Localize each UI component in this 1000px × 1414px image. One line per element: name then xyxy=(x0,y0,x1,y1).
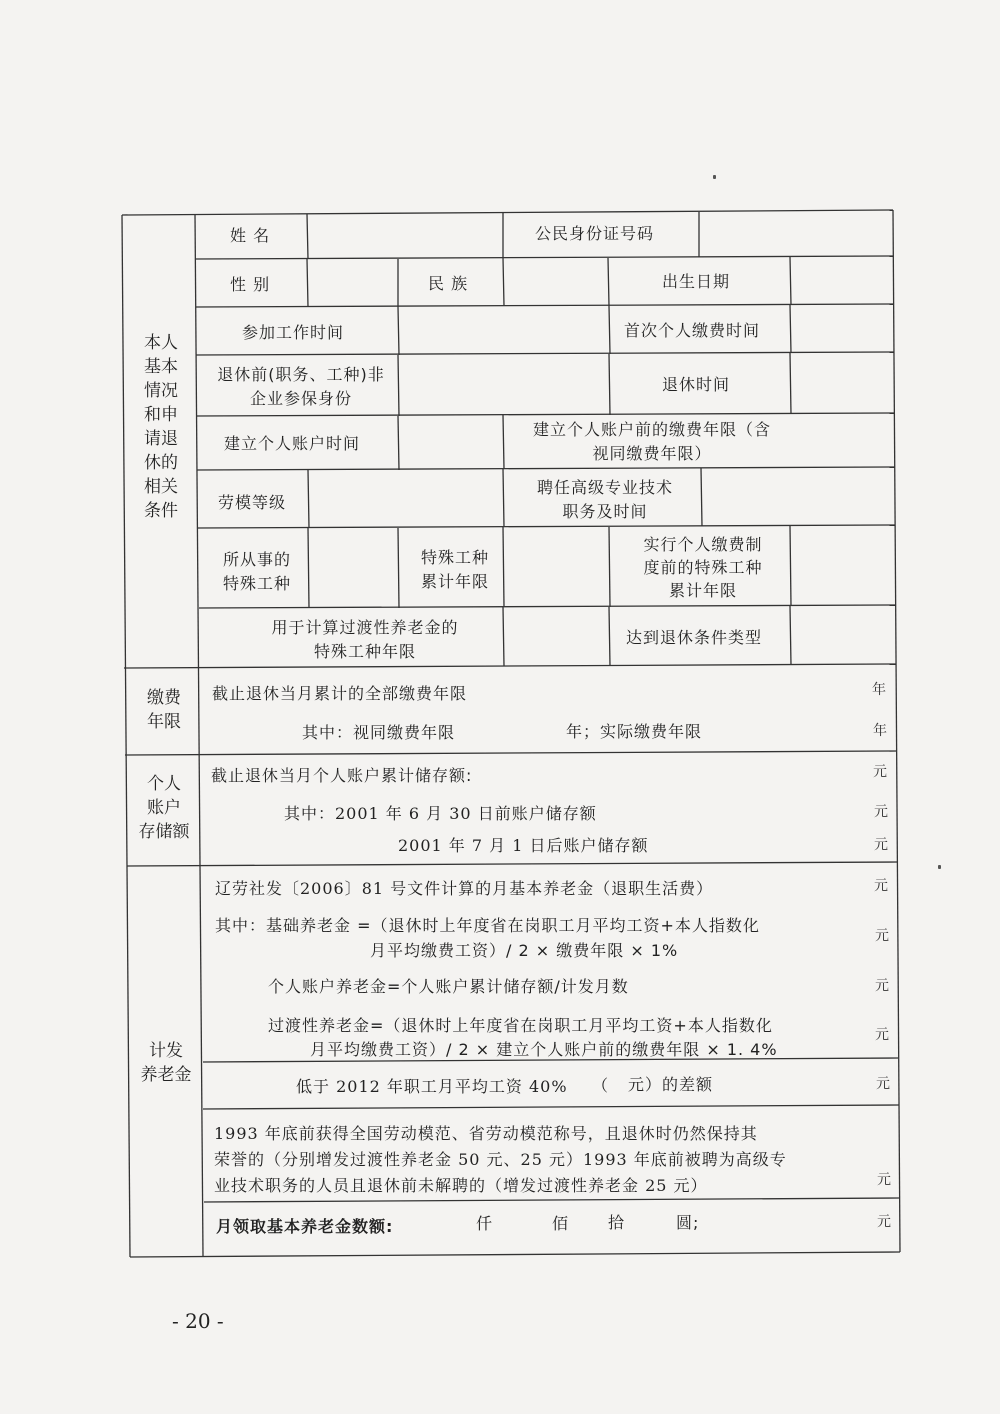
unit-yuan: 元 xyxy=(874,804,888,820)
pre-system-line: 累计年限 xyxy=(668,581,737,600)
section-pension-char: 计发 xyxy=(149,1041,183,1061)
amount-qian: 仟 xyxy=(476,1214,494,1233)
monthly-pension-basis-text: 辽劳社发〔2006〕81 号文件计算的月基本养老金（退职生活费） xyxy=(215,879,714,898)
section-pension-char: 养老金 xyxy=(140,1065,192,1085)
transitional-pension-formula xyxy=(268,1015,778,1061)
pre-retire-status-label xyxy=(206,364,396,410)
pre-account-years-label xyxy=(512,419,792,465)
ethnicity-label: 民 族 xyxy=(428,274,469,293)
retire-time-label: 退休时间 xyxy=(662,375,731,394)
section-basic-char: 本人 xyxy=(144,333,178,353)
section-basic-info xyxy=(141,331,181,523)
unit-year: 年 xyxy=(872,682,886,698)
pre-account-line: 建立个人账户前的缴费年限（含 xyxy=(532,420,771,439)
honor-line: 业技术职务的人员且退休前未解聘的（增发过渡性养老金 25 元） xyxy=(214,1176,708,1195)
transition-special-label xyxy=(230,617,500,663)
senior-title-line: 职务及时间 xyxy=(562,502,648,521)
scan-speck xyxy=(713,175,716,179)
work-start-label: 参加工作时间 xyxy=(242,323,345,342)
unit-year: 年 xyxy=(873,723,887,739)
basic-formula-line: 其中：基础养老金 =（退休时上年度省在岗职工月平均工资+本人指数化 xyxy=(215,916,760,935)
basic-formula-line: 月平均缴费工资）/ 2 × 缴费年限 × 1% xyxy=(370,941,679,960)
section-basic-char: 休的 xyxy=(144,453,178,473)
special-work-line: 特殊工种 xyxy=(222,574,291,593)
special-years-line: 特殊工种 xyxy=(420,548,489,567)
id-number-label: 公民身份证号码 xyxy=(535,224,655,243)
honor-line: 荣誉的（分别增发过渡性养老金 50 元、25 元）1993 年底前被聘为高级专 xyxy=(214,1150,787,1169)
amount-yuan-round: 圆; xyxy=(676,1213,700,1232)
section-account-char: 账户 xyxy=(147,798,181,818)
unit-yuan: 元 xyxy=(875,978,889,994)
first-payment-label: 首次个人缴费时间 xyxy=(624,321,761,340)
pre-account-line: 视同缴费年限） xyxy=(592,444,712,463)
transition-line: 用于计算过渡性养老金的 xyxy=(271,618,459,637)
amount-shi: 拾 xyxy=(608,1213,626,1232)
section-payment-years xyxy=(144,686,184,734)
unit-yuan: 元 xyxy=(876,1076,890,1092)
model-worker-bonus-text xyxy=(214,1121,787,1199)
section-account-char: 存储额 xyxy=(138,822,190,842)
personal-account-pension-text: 个人账户养老金=个人账户累计储存额/计发月数 xyxy=(268,977,629,996)
section-basic-char: 相关 xyxy=(144,477,178,497)
gender-label: 性 别 xyxy=(230,275,271,294)
below-average-paren-close: 元）的差额 xyxy=(628,1075,714,1094)
pre-system-special-label xyxy=(618,534,788,602)
senior-title-label xyxy=(510,477,700,523)
section-basic-char: 条件 xyxy=(144,501,178,521)
unit-yuan: 元 xyxy=(877,1172,891,1188)
name-label: 姓 名 xyxy=(230,226,271,245)
section-basic-char: 情况 xyxy=(144,381,178,401)
pre-system-line: 度前的特殊工种 xyxy=(643,558,763,577)
account-total-text: 截止退休当月个人账户累计储存额: xyxy=(211,766,473,785)
unit-yuan: 元 xyxy=(873,764,887,780)
unit-yuan: 元 xyxy=(877,1214,891,1230)
monthly-amount-label: 月领取基本养老金数额: xyxy=(216,1217,394,1236)
below-average-text: 低于 2012 年职工月平均工资 40% xyxy=(296,1077,568,1096)
section-basic-char: 基本 xyxy=(144,357,178,377)
pre-retire-line: 退休前(职务、工种)非 xyxy=(217,365,385,384)
page-number: - 20 - xyxy=(172,1309,224,1333)
trans-formula-line: 月平均缴费工资）/ 2 × 建立个人账户前的缴费年限 × 1. 4% xyxy=(310,1040,778,1059)
section-basic-char: 请退 xyxy=(144,429,178,449)
special-years-label xyxy=(408,547,502,593)
birth-date-label: 出生日期 xyxy=(662,272,731,291)
unit-yuan: 元 xyxy=(875,1027,889,1043)
section-pension xyxy=(138,1039,194,1087)
total-years-text: 截止退休当月累计的全部缴费年限 xyxy=(212,684,468,703)
pre-system-line: 实行个人缴费制 xyxy=(643,535,763,554)
section-years-char: 缴费 xyxy=(147,688,181,708)
unit-yuan: 元 xyxy=(874,837,888,853)
special-years-line: 累计年限 xyxy=(420,572,489,591)
transition-line: 特殊工种年限 xyxy=(313,642,416,661)
model-worker-label: 劳模等级 xyxy=(218,493,287,512)
section-basic-char: 和申 xyxy=(144,405,178,425)
special-work-label xyxy=(212,549,302,595)
trans-formula-line: 过渡性养老金=（退休时上年度省在岗职工月平均工资+本人指数化 xyxy=(268,1016,773,1035)
actual-years-text: 年；实际缴费年限 xyxy=(566,722,703,741)
special-work-line: 所从事的 xyxy=(222,550,291,569)
unit-yuan: 元 xyxy=(874,878,888,894)
basic-pension-formula xyxy=(215,915,760,962)
account-before-text: 其中：2001 年 6 月 30 日前账户储存额 xyxy=(284,804,597,823)
deemed-years-text: 其中：视同缴费年限 xyxy=(302,723,456,742)
amount-bai: 佰 xyxy=(552,1214,570,1233)
honor-line: 1993 年底前获得全国劳动模范、省劳动模范称号，且退休时仍然保持其 xyxy=(214,1124,758,1143)
senior-title-line: 聘任高级专业技术 xyxy=(536,478,673,497)
section-account xyxy=(136,772,192,844)
section-years-char: 年限 xyxy=(147,712,181,732)
scan-speck xyxy=(938,865,941,869)
below-average-paren-open: （ xyxy=(592,1076,610,1095)
pre-retire-line: 企业参保身份 xyxy=(249,389,352,408)
unit-yuan: 元 xyxy=(875,928,889,944)
retire-type-label: 达到退休条件类型 xyxy=(626,628,763,647)
account-after-text: 2001 年 7 月 1 日后账户储存额 xyxy=(398,836,649,855)
section-account-char: 个人 xyxy=(147,774,181,794)
account-time-label: 建立个人账户时间 xyxy=(224,434,361,453)
